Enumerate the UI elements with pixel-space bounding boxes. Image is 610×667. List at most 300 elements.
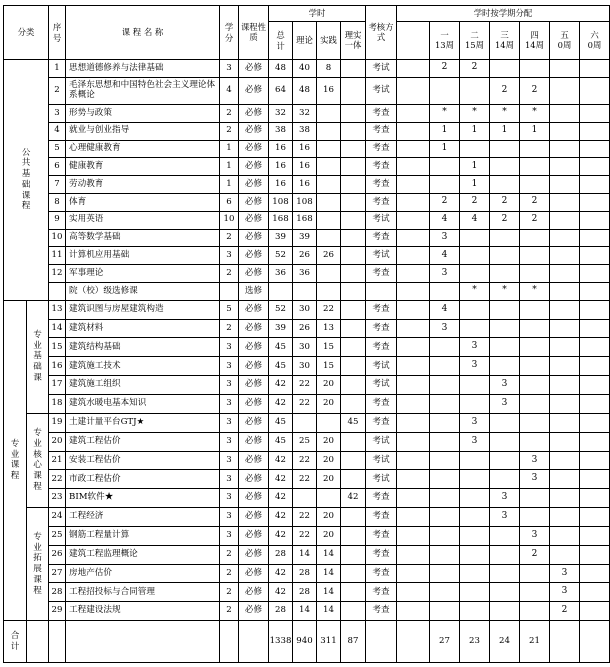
cell-course-name: 建筑工程估价 [66,432,220,451]
cell-exam: 考试 [366,432,397,451]
cell-nature: 必修 [239,413,269,432]
cell-hours-total: 38 [269,122,293,140]
cell-exam: 考查 [366,602,397,621]
table-row [4,140,610,158]
cell-hours-integrated [341,282,366,300]
cell-hours-theory: 16 [293,140,317,158]
cell-hours-total: 39 [269,229,293,247]
cell-semester-4 [520,60,550,78]
cell-semester-1: 4 [430,211,460,229]
cell-course-name: 建筑水暖电基本知识 [66,395,220,414]
cell-semester-1: 4 [430,300,460,319]
table-row [4,470,610,489]
cell-semester-3 [490,265,520,283]
totals-semester-1: 27 [430,621,460,663]
cell-hours-integrated [341,451,366,470]
cell-semester-1 [430,545,460,564]
cell-hours-practice [317,211,341,229]
cell-hours-practice: 13 [317,319,341,338]
cell-semester-2: 1 [460,122,490,140]
cell-hours-theory: 28 [293,583,317,602]
cell-semester-4 [520,176,550,194]
table-row [4,564,610,583]
cell-semester-3 [490,432,520,451]
cell-semester-5 [550,282,580,300]
header-nature-text: 课程性质 [240,21,267,42]
totals-blank-name [66,621,220,663]
cell-semester-4 [520,602,550,621]
table-row [4,300,610,319]
cell-exam [366,282,397,300]
cell-hours-total: 42 [269,508,293,527]
cell-hours-practice: 14 [317,602,341,621]
cell-seq: 29 [49,602,66,621]
cell-credit: 3 [220,338,239,357]
cell-semester-2 [460,265,490,283]
cell-course-name: 高等数学基础 [66,229,220,247]
table-row [4,247,610,265]
cell-nature: 必修 [239,319,269,338]
cell-semester-2 [460,77,490,104]
cell-credit: 3 [220,451,239,470]
cell-semester-spacer [397,583,430,602]
header-semester-3 [490,22,520,60]
cell-course-name: 安装工程估价 [66,451,220,470]
cell-hours-practice: 20 [317,376,341,395]
cell-course-name: 体育 [66,194,220,212]
cell-hours-theory: 168 [293,211,317,229]
cell-hours-practice: 14 [317,545,341,564]
cell-seq: 11 [49,247,66,265]
cell-hours-total: 42 [269,489,293,508]
cell-semester-spacer [397,77,430,104]
cell-semester-4: 3 [520,470,550,489]
cell-credit: 2 [220,602,239,621]
cell-seq: 25 [49,526,66,545]
cell-hours-practice: 15 [317,338,341,357]
cell-seq: 28 [49,583,66,602]
totals-exam [366,621,397,663]
cell-hours-theory [293,413,317,432]
totals-credit [220,621,239,663]
table-row [4,122,610,140]
cell-semester-3 [490,319,520,338]
cell-semester-spacer [397,395,430,414]
cell-exam: 考查 [366,564,397,583]
cell-semester-1 [430,583,460,602]
header-hours-group: 学时 [269,6,366,22]
cell-nature: 必修 [239,583,269,602]
cell-semester-6 [580,602,610,621]
header-hours-theory: 理论 [293,22,317,60]
cell-semester-spacer [397,105,430,123]
header-credit-text: 学分 [224,22,234,43]
cell-credit: 2 [220,319,239,338]
cell-hours-theory [293,282,317,300]
cell-nature: 选修 [239,282,269,300]
table-row [4,583,610,602]
table-row [4,545,610,564]
cell-semester-spacer [397,247,430,265]
group-major-foundation [27,300,49,413]
cell-semester-2: * [460,105,490,123]
cell-nature: 必修 [239,105,269,123]
cell-semester-5 [550,211,580,229]
totals-semester-6 [580,621,610,663]
cell-seq: 20 [49,432,66,451]
cell-hours-practice: 14 [317,564,341,583]
cell-hours-total: 42 [269,564,293,583]
cell-hours-practice: 8 [317,60,341,78]
cell-semester-2 [460,545,490,564]
cell-semester-spacer [397,176,430,194]
cell-semester-1: 3 [430,229,460,247]
group-major-core-text: 专业核心课程 [33,428,42,492]
cell-semester-spacer [397,432,430,451]
cell-semester-3: 2 [490,77,520,104]
cell-semester-3: 1 [490,122,520,140]
group-public-courses-text: 公共基础课程 [21,147,31,212]
cell-course-name: 钢筋工程量计算 [66,526,220,545]
cell-nature: 必修 [239,508,269,527]
cell-semester-3: 3 [490,508,520,527]
cell-semester-spacer [397,194,430,212]
cell-semester-2: 2 [460,60,490,78]
cell-course-name: 建筑施工组织 [66,376,220,395]
header-exam-text: 考核方式 [368,21,394,42]
cell-hours-total: 45 [269,413,293,432]
cell-hours-integrated [341,583,366,602]
table-row [4,432,610,451]
cell-semester-2: 1 [460,158,490,176]
header-row-1 [4,6,610,22]
cell-exam: 考查 [366,122,397,140]
cell-seq: 26 [49,545,66,564]
cell-hours-integrated [341,602,366,621]
semester-2-weeks: 15周 [464,39,485,50]
cell-hours-integrated [341,60,366,78]
cell-nature: 必修 [239,489,269,508]
cell-semester-5 [550,451,580,470]
cell-semester-3: * [490,105,520,123]
cell-nature: 必修 [239,60,269,78]
cell-semester-3 [490,583,520,602]
cell-seq: 19 [49,413,66,432]
cell-exam: 考查 [366,265,397,283]
cell-hours-total: 168 [269,211,293,229]
cell-semester-spacer [397,140,430,158]
cell-hours-total: 28 [269,602,293,621]
cell-hours-theory: 22 [293,526,317,545]
cell-hours-practice: 20 [317,432,341,451]
cell-semester-4 [520,229,550,247]
cell-semester-4 [520,357,550,376]
cell-hours-integrated [341,158,366,176]
cell-semester-1 [430,338,460,357]
cell-hours-theory: 30 [293,300,317,319]
cell-hours-integrated [341,564,366,583]
cell-credit: 2 [220,545,239,564]
cell-semester-2: 3 [460,357,490,376]
cell-nature: 必修 [239,194,269,212]
cell-semester-4: 2 [520,545,550,564]
cell-semester-spacer [397,413,430,432]
cell-semester-3 [490,357,520,376]
cell-course-name: 形势与政策 [66,105,220,123]
cell-semester-5 [550,158,580,176]
cell-semester-5 [550,265,580,283]
table-row [4,319,610,338]
cell-semester-2 [460,583,490,602]
table-row [4,395,610,414]
cell-semester-spacer [397,229,430,247]
cell-hours-total: 45 [269,338,293,357]
cell-semester-6 [580,122,610,140]
cell-semester-4: * [520,105,550,123]
cell-hours-integrated [341,357,366,376]
table-row [4,526,610,545]
cell-exam: 考试 [366,470,397,489]
cell-semester-1 [430,564,460,583]
cell-semester-1: 3 [430,319,460,338]
totals-semester-5 [550,621,580,663]
cell-semester-1: 3 [430,265,460,283]
cell-nature: 必修 [239,602,269,621]
cell-nature: 必修 [239,376,269,395]
cell-semester-3 [490,564,520,583]
cell-semester-4 [520,395,550,414]
cell-exam: 考试 [366,451,397,470]
cell-course-name: 市政工程估价 [66,470,220,489]
semester-3-weeks: 14周 [494,39,515,50]
totals-hours-theory: 940 [293,621,317,663]
cell-semester-5 [550,357,580,376]
cell-hours-total: 42 [269,583,293,602]
cell-course-name: 建筑施工技术 [66,357,220,376]
cell-hours-total: 45 [269,432,293,451]
cell-exam: 考查 [366,105,397,123]
cell-hours-theory: 14 [293,602,317,621]
cell-semester-2 [460,140,490,158]
cell-exam: 考查 [366,489,397,508]
cell-hours-practice: 20 [317,508,341,527]
cell-semester-6 [580,432,610,451]
cell-hours-practice [317,282,341,300]
cell-semester-5 [550,247,580,265]
cell-hours-integrated [341,194,366,212]
header-hours-integrated [341,22,366,60]
cell-exam: 考查 [366,158,397,176]
cell-nature: 必修 [239,176,269,194]
group-major-core [27,413,49,507]
table-row [4,105,610,123]
cell-semester-1 [430,432,460,451]
cell-seq: 3 [49,105,66,123]
totals-hours-integrated: 87 [341,621,366,663]
cell-credit: 2 [220,105,239,123]
curriculum-table-container [3,5,602,663]
cell-seq: 8 [49,194,66,212]
cell-semester-6 [580,282,610,300]
cell-hours-integrated [341,470,366,489]
cell-semester-2: * [460,282,490,300]
cell-semester-2 [460,319,490,338]
cell-credit: 3 [220,413,239,432]
cell-semester-4 [520,432,550,451]
cell-exam: 考查 [366,194,397,212]
cell-semester-spacer [397,376,430,395]
cell-exam: 考查 [366,300,397,319]
cell-hours-total: 42 [269,526,293,545]
cell-nature: 必修 [239,357,269,376]
cell-hours-total: 36 [269,265,293,283]
cell-nature: 必修 [239,395,269,414]
cell-course-name: 院（校）级选修课 [66,282,220,300]
cell-hours-theory: 25 [293,432,317,451]
totals-semester-3: 24 [490,621,520,663]
cell-semester-2 [460,526,490,545]
cell-exam: 考查 [366,508,397,527]
cell-hours-theory: 22 [293,395,317,414]
cell-hours-theory: 39 [293,229,317,247]
totals-label-text: 合计 [10,630,20,652]
cell-semester-6 [580,451,610,470]
cell-semester-spacer [397,508,430,527]
cell-hours-theory: 48 [293,77,317,104]
cell-semester-spacer [397,357,430,376]
cell-semester-3 [490,413,520,432]
cell-seq: 24 [49,508,66,527]
cell-semester-1 [430,489,460,508]
cell-semester-4 [520,247,550,265]
cell-hours-theory: 28 [293,564,317,583]
cell-semester-5 [550,229,580,247]
cell-semester-3 [490,470,520,489]
cell-hours-practice: 26 [317,247,341,265]
cell-semester-1 [430,158,460,176]
cell-nature: 必修 [239,140,269,158]
cell-hours-practice: 15 [317,357,341,376]
totals-label [4,621,27,663]
cell-semester-1: * [430,105,460,123]
cell-semester-6 [580,140,610,158]
cell-semester-1 [430,77,460,104]
cell-semester-spacer [397,602,430,621]
cell-nature: 必修 [239,211,269,229]
cell-semester-2 [460,247,490,265]
cell-hours-total: 28 [269,545,293,564]
table-row [4,176,610,194]
cell-semester-2 [460,564,490,583]
table-row [4,508,610,527]
semester-4-name: 四 [530,30,539,41]
cell-hours-integrated: 45 [341,413,366,432]
cell-hours-integrated [341,376,366,395]
cell-seq: 4 [49,122,66,140]
cell-semester-2: 3 [460,432,490,451]
cell-semester-6 [580,338,610,357]
totals-hours-practice: 311 [317,621,341,663]
cell-semester-6 [580,105,610,123]
cell-seq: 1 [49,60,66,78]
cell-hours-integrated: 42 [341,489,366,508]
cell-hours-total: 108 [269,194,293,212]
cell-credit: 6 [220,194,239,212]
semester-2-name: 二 [470,30,479,41]
cell-semester-1 [430,176,460,194]
cell-semester-2 [460,508,490,527]
cell-semester-4 [520,583,550,602]
cell-hours-theory [293,489,317,508]
cell-semester-5 [550,432,580,451]
cell-semester-spacer [397,489,430,508]
cell-seq: 7 [49,176,66,194]
cell-semester-spacer [397,282,430,300]
cell-course-name: 工程经济 [66,508,220,527]
cell-semester-spacer [397,338,430,357]
cell-hours-total: 32 [269,105,293,123]
cell-semester-1: 2 [430,60,460,78]
table-row [4,338,610,357]
table-body [4,60,610,663]
cell-nature: 必修 [239,470,269,489]
cell-semester-spacer [397,265,430,283]
cell-hours-practice [317,158,341,176]
cell-semester-3 [490,602,520,621]
cell-semester-2 [460,229,490,247]
table-row [4,489,610,508]
cell-nature: 必修 [239,526,269,545]
cell-semester-4 [520,508,550,527]
cell-credit: 3 [220,432,239,451]
cell-seq: 17 [49,376,66,395]
cell-semester-4 [520,489,550,508]
cell-nature: 必修 [239,265,269,283]
totals-semester-spacer [397,621,430,663]
cell-semester-6 [580,300,610,319]
cell-semester-4 [520,564,550,583]
cell-semester-6 [580,319,610,338]
cell-semester-4 [520,265,550,283]
cell-hours-total: 42 [269,395,293,414]
cell-semester-3 [490,300,520,319]
cell-semester-2: 4 [460,211,490,229]
cell-semester-5 [550,395,580,414]
group-major-courses [4,300,27,620]
cell-semester-1 [430,470,460,489]
semester-6-name: 六 [590,30,599,41]
cell-hours-total: 52 [269,300,293,319]
cell-semester-1 [430,395,460,414]
cell-exam: 考查 [366,319,397,338]
cell-semester-5 [550,508,580,527]
cell-semester-5 [550,176,580,194]
semester-5-name: 五 [560,30,569,41]
cell-hours-theory: 30 [293,357,317,376]
header-semester-group: 学时按学期分配 [397,6,610,22]
totals-blank-2 [49,621,66,663]
cell-hours-theory: 108 [293,194,317,212]
cell-nature: 必修 [239,158,269,176]
cell-semester-6 [580,508,610,527]
table-row [4,229,610,247]
cell-seq: 18 [49,395,66,414]
cell-semester-5 [550,489,580,508]
cell-nature: 必修 [239,77,269,104]
cell-semester-2: 2 [460,194,490,212]
cell-seq: 15 [49,338,66,357]
cell-semester-5 [550,105,580,123]
